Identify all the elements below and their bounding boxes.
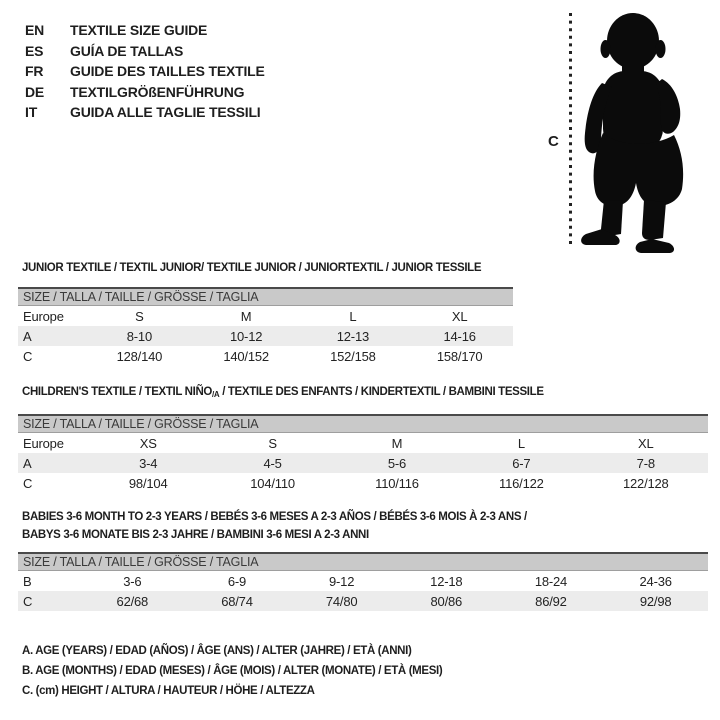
lang-code: ES <box>25 42 44 59</box>
section-junior-textile <box>18 261 513 366</box>
size-cell: 4-5 <box>263 455 282 471</box>
section-title-line-2: BABYS 3-6 MONATE BIS 2-3 JAHRE / BAMBINI 3-6 MESI A 2-3 ANNI <box>22 529 369 541</box>
row-label: C <box>23 475 33 491</box>
size-cell: 3-4 <box>139 455 158 471</box>
size-cell: 80/86 <box>430 593 463 609</box>
table-row <box>18 571 708 591</box>
row-label: C <box>23 593 33 609</box>
table-row <box>18 433 708 453</box>
size-cell: XL <box>451 308 468 324</box>
size-cell: 8-10 <box>126 328 152 344</box>
footnote-list <box>22 641 442 701</box>
size-cell: 140/152 <box>223 348 269 364</box>
table-row <box>18 453 708 473</box>
lang-code: FR <box>25 63 44 80</box>
row-label: Europe <box>23 435 64 451</box>
row-label: B <box>23 573 32 589</box>
size-cell: M <box>240 308 252 324</box>
section-title-text: / TEXTILE DES ENFANTS / KINDERTEXTIL / BAMBINI TESSILE <box>219 386 544 398</box>
size-cell: 6-9 <box>227 573 247 589</box>
footnote-c: C. (cm) HEIGHT / ALTURA / HAUTEUR / HÖHE / ALTEZZA <box>22 685 315 697</box>
size-cell: XS <box>139 435 157 451</box>
size-cell: S <box>135 308 144 324</box>
size-cell: 86/92 <box>535 593 567 609</box>
guide-title: GUIDE DES TAILLES TEXTILE <box>70 63 265 80</box>
size-cell: 104/110 <box>250 475 295 491</box>
lang-row-es <box>25 41 265 62</box>
guide-title: GUIDA ALLE TAGLIE TESSILI <box>70 104 261 121</box>
size-cell: L <box>517 435 525 451</box>
section-childrens-textile <box>18 385 708 493</box>
lang-row-de <box>25 82 265 103</box>
size-cell: 62/68 <box>116 593 149 609</box>
lang-code: EN <box>25 22 45 39</box>
lang-row-en <box>25 20 265 41</box>
size-cell: 122/128 <box>622 475 669 491</box>
lang-row-it <box>25 102 265 123</box>
section-title-text: CHILDREN'S TEXTILE / TEXTIL NIÑO <box>22 386 213 398</box>
size-table-babies <box>18 571 708 611</box>
size-cell: 128/140 <box>116 348 163 364</box>
size-cell: 18-24 <box>534 573 568 589</box>
row-label: Europe <box>23 308 64 324</box>
size-band: SIZE / TALLA / TAILLE / GRÖSSE / TAGLIA <box>18 414 708 433</box>
height-measure-figure <box>540 5 720 255</box>
size-cell: L <box>349 308 357 324</box>
size-cell: 158/170 <box>436 348 483 364</box>
section-title-line-1: BABIES 3-6 MONTH TO 2-3 YEARS / BEBÉS 3-6 MESES A 2-3 AÑOS / BÉBÉS 3-6 MOIS À 2-3 ANS / <box>22 511 527 523</box>
section-title <box>22 385 708 402</box>
lang-row-fr <box>25 61 265 82</box>
table-row <box>18 346 513 366</box>
size-cell: 24-36 <box>639 573 672 589</box>
figure-label-c: C <box>548 133 559 150</box>
size-cell: 6-7 <box>512 455 531 471</box>
size-cell: XL <box>638 435 654 451</box>
size-cell: 74/80 <box>325 593 358 609</box>
row-label: A <box>23 455 32 471</box>
size-cell: 12-13 <box>336 328 369 344</box>
size-band: SIZE / TALLA / TAILLE / GRÖSSE / TAGLIA <box>18 287 513 306</box>
size-table-junior <box>18 306 513 366</box>
size-cell: 10-12 <box>230 328 263 344</box>
language-title-list <box>25 20 265 123</box>
size-cell: 152/158 <box>330 348 376 364</box>
lang-code: IT <box>25 104 38 121</box>
table-row <box>18 591 708 611</box>
row-label: C <box>23 348 33 364</box>
footnote-a: A. AGE (YEARS) / EDAD (AÑOS) / ÂGE (ANS) / ALTER (JAHRE) / ETÀ (ANNI) <box>22 645 412 657</box>
size-cell: S <box>268 435 277 451</box>
size-cell: 5-6 <box>387 455 407 471</box>
size-cell: 68/74 <box>221 593 253 609</box>
size-cell: 92/98 <box>639 593 672 609</box>
guide-title: GUÍA DE TALLAS <box>70 42 184 59</box>
section-babies-textile <box>18 508 708 611</box>
size-cell: 116/122 <box>499 475 544 491</box>
table-row <box>18 326 513 346</box>
size-cell: 12-18 <box>430 573 463 589</box>
section-title: JUNIOR TEXTILE / TEXTIL JUNIOR/ TEXTILE JUNIOR / JUNIORTEXTIL / JUNIOR TESSILE <box>22 262 482 274</box>
section-title-subscript: /A <box>212 390 220 399</box>
size-cell: 14-16 <box>443 328 476 344</box>
lang-code: DE <box>25 83 45 100</box>
size-cell: M <box>391 435 403 451</box>
size-cell: 98/104 <box>128 475 168 491</box>
toddler-silhouette-icon <box>581 13 683 253</box>
table-row <box>18 306 513 326</box>
size-band: SIZE / TALLA / TAILLE / GRÖSSE / TAGLIA <box>18 552 708 571</box>
table-row <box>18 473 708 493</box>
size-cell: 9-12 <box>329 573 355 589</box>
guide-title: TEXTILGRÖßENFÜHRUNG <box>70 83 245 100</box>
row-label: A <box>23 328 32 344</box>
size-table-children <box>18 433 708 493</box>
size-cell: 110/116 <box>375 475 419 491</box>
size-cell: 7-8 <box>636 455 655 471</box>
footnote-b: B. AGE (MONTHS) / EDAD (MESES) / ÂGE (MOIS) / ALTER (MONATE) / ETÀ (MESI) <box>22 665 443 677</box>
size-cell: 3-6 <box>123 573 142 589</box>
guide-title: TEXTILE SIZE GUIDE <box>70 22 208 39</box>
